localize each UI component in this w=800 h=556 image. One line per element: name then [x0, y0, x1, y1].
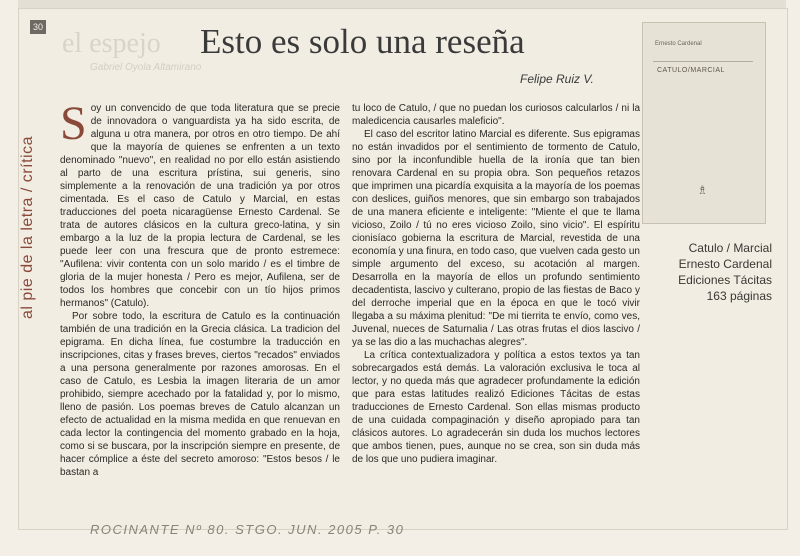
article-author: Felipe Ruiz V. [520, 72, 594, 86]
section-label-wrap [16, 100, 46, 330]
caption-line: Ernesto Cardenal [678, 257, 772, 271]
column-right [352, 102, 640, 466]
cover-title: CATULO/MARCIAL [657, 67, 725, 74]
book-cover-image [642, 22, 766, 224]
cover-author: Ernesto Cardenal [655, 41, 702, 47]
paragraph: El caso del escritor latino Marcial es diferente. Sus epigramas no están invadidos por el sentimiento de tormento de Catulo, sino por la inconfundible huella de la ironía que tan bien renovara Cardenal en su propia obra. Son pequeños retazos que imprimen una picardía exquisita a la mayoría de los poemas con deslices, guiños menores, que sin embargo son trabajados de una manera eficiente e inteligente: "Miente el que te llama vicioso, Zoilo / tú no eres vicioso Zoilo, sino vicio". El espíritu cionisíaco gobierna la escritura de Marcial, revestida de una economía y una finura, en todo caso, que vuelven cada gesto un simple argumento del exceso, su acotación al margen. Desarrolla en la mayoría de ellos un profundo sentimiento decadentista, lascivo y culterano, propio de las fiestas de Baco y del derroche imperial que en la época en que le tocó vivir llegaba a su máxima plenitud: "De mi tierrita te envío, como ves, Juvenal, nueces de Saturnalia / Las otras frutas el dios lascivo / ya se las dio a las muchachas alegres". [352, 129, 640, 348]
paragraph: La crítica contextualizadora y política a estos textos ya tan sobrecargados está demás. La valoración exclusiva le toca al lector, y no queda más que agradecer profundamente la edición que para estas latitudes realizó Ediciones Tácitas de estas traducciones de Ernesto Cardenal. Son ellas mismas producto de una cuidada compaginación y diseño apropiado para tan clásicos autores. Lo agradecerán sin duda los muchos lectores que ambos tienen, pues, aunque no se crea, son sin duda más de los que uno pudiera imaginar. [352, 350, 640, 465]
paragraph [60, 97, 340, 310]
ghost-header: el espejo [62, 28, 161, 59]
caption-line: 163 páginas [706, 289, 772, 303]
ghost-subheader: Gabriel Oyola Altamirano [90, 62, 202, 73]
publisher-logo-icon: ♗ [697, 183, 708, 197]
paragraph: Por sobre todo, la escritura de Catulo es la continuación también de una tradición en la Grecia clásica. La tradicion del epigrama. En dicha línea, fue costumbre la traducción en inscripciones, citas y frases breves, ciertos "recados" enviados a una persona generalmente por razones amorosas. En el caso de Catulo, es Lesbia la imagen literaria de un amor prohibido, siempre acechado por la fatalidad y, por lo mismo, lleno de pasión. Los poemas breves de Catulo alcanzan un efecto de actualidad en la misma medida en que renuevan en cada lector la contingencia del momento grabado en la hoja, como si se buscara, por la inscripción siempre en presente, de hacer cómplice a éste del secreto amoroso: "Estos besos / le bastan a [60, 311, 340, 478]
column-left [60, 97, 340, 479]
article-title: Esto es solo una reseña [200, 22, 525, 61]
handwritten-source-note: ROCINANTE Nº 80. STGO. JUN. 2005 P. 30 [90, 522, 405, 537]
caption-line: Ediciones Tácitas [678, 273, 772, 287]
paragraph: tu loco de Catulo, / que no puedan los curiosos calcularlos / ni la maledicencia causarles maleficio". [352, 103, 640, 127]
book-caption [640, 240, 772, 304]
section-label: al pie de la letra / crítica [19, 136, 36, 319]
paragraph-text: oy un convencido de que toda literatura que se precie de innovadora o vanguardista ya ha sido escrita, de alguna u otra manera, por otros en otro tiempo. De ahí que la mayoría de quienes se enfrenten a un texto denominado "nuevo", en realidad no por ello están asistiendo al parto de una escritura prístina, sui generis, sino simplemente a la renovación de una tradición ya por otros cimentada. Es el caso de Catulo y Marcial, en estas traducciones del poeta nicaragüense Ernesto Cardenal. Se trata de autores clásicos en la cultura greco-latina, y sin embargo a la luz de la propia lectura de Cardenal, se les puede leer con una frescura que de pronto estremece: "Aufilena: vivir contenta con un solo marido / es el timbre de gloria de la mujer honesta / Pero es mejor, Aufilena, ser de todos los hombres que concebir con un tío hijos primos hermanos" (Catulo). [60, 103, 340, 309]
page-number: 30 [30, 20, 46, 34]
caption-line: Catulo / Marcial [688, 241, 772, 255]
drop-cap: S [60, 97, 87, 150]
cover-rule [653, 61, 753, 62]
